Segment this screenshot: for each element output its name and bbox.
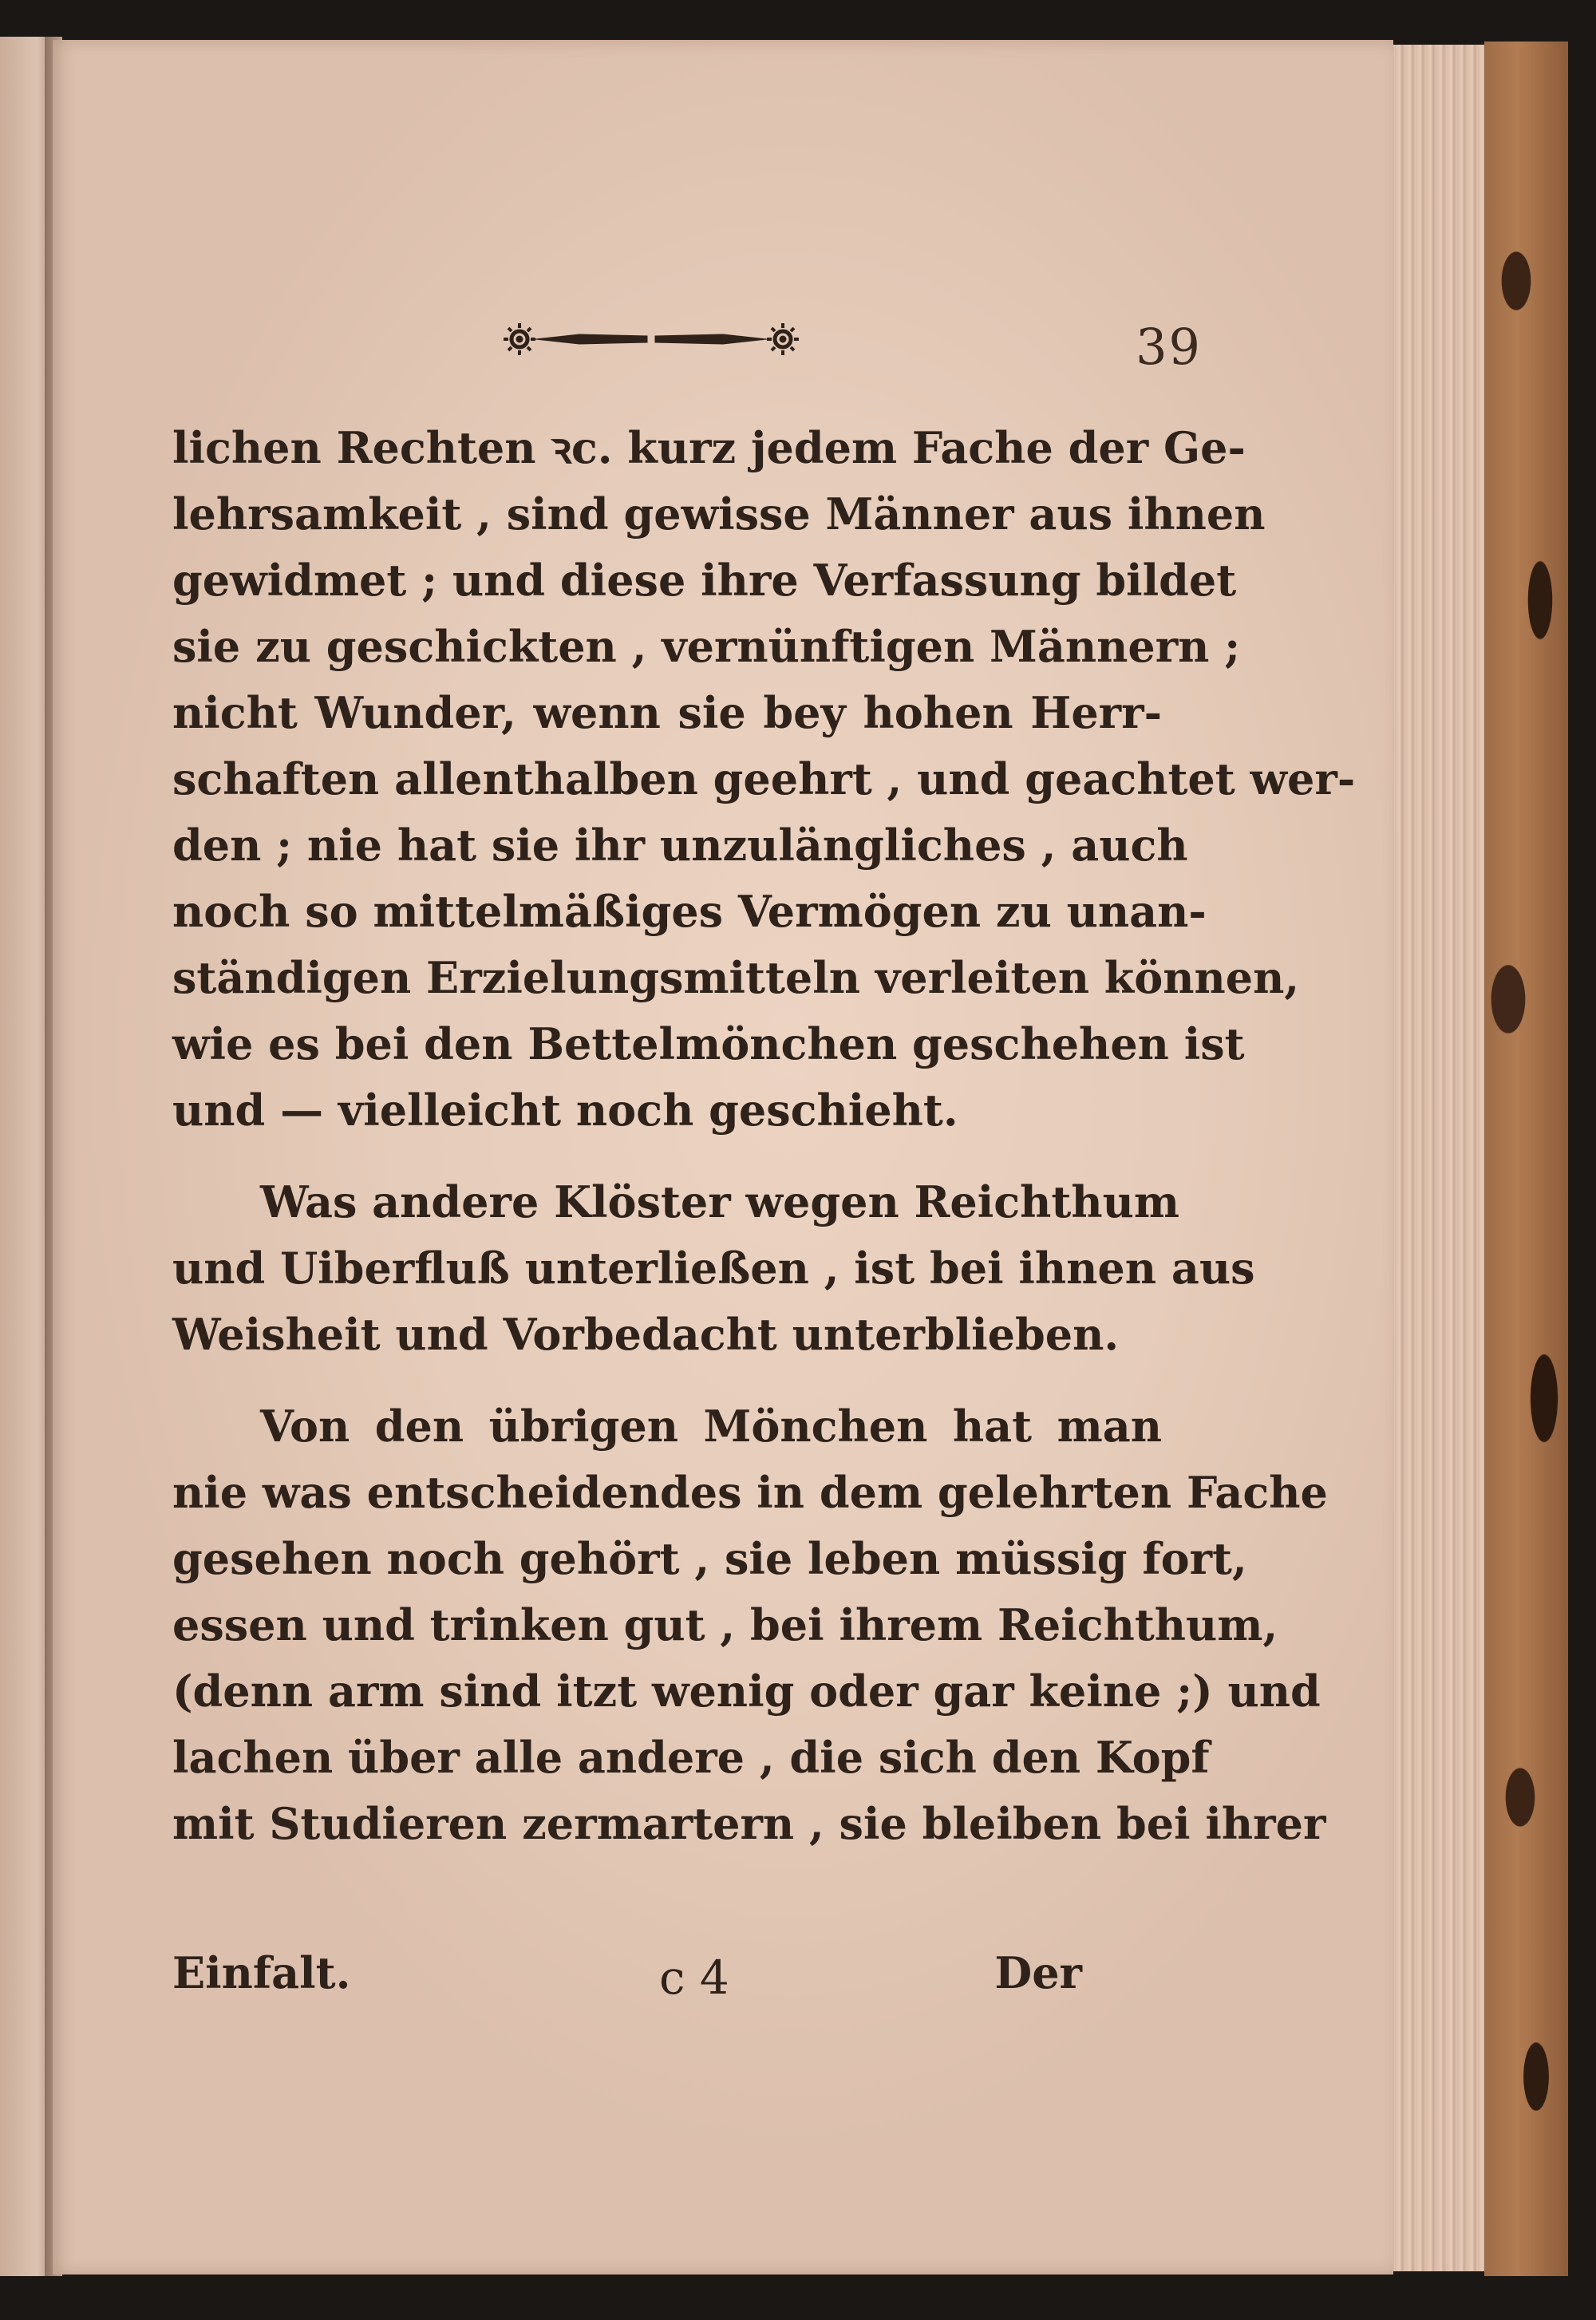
page-header bbox=[53, 311, 1393, 375]
text-line: lichen Rechten ꝛc. kurz jedem Fache der Ge- bbox=[172, 422, 1246, 473]
text-line: gesehen noch gehört , sie leben müssig fort, bbox=[172, 1533, 1247, 1584]
text-line: und — vielleicht noch geschieht. bbox=[172, 1085, 958, 1136]
text-line: nie was entscheidendes in dem gelehrten Fache bbox=[172, 1467, 1328, 1518]
paragraph-gap bbox=[172, 1368, 1162, 1393]
book-page bbox=[53, 40, 1393, 2275]
page-footer bbox=[172, 1947, 1162, 2019]
text-line: lachen über alle andere , die sich den Kopf bbox=[172, 1732, 1210, 1783]
text-line: sie zu geschickten , vernünftigen Männern ; bbox=[172, 621, 1241, 672]
text-line: mit Studieren zermartern , sie bleiben bei ihrer bbox=[172, 1798, 1326, 1849]
text-line: Was andere Klöster wegen Reichthum bbox=[260, 1176, 1180, 1227]
text-line: und Uiberfluß unterließen , ist bei ihnen aus bbox=[172, 1243, 1255, 1294]
text-line: schaften allenthalben geehrt , und geachtet wer- bbox=[172, 753, 1356, 804]
body-text bbox=[172, 415, 1356, 1857]
paragraph bbox=[172, 415, 1356, 1144]
text-line: nicht Wunder, wenn sie bey hohen Herr- bbox=[172, 687, 1162, 738]
text-line: noch so mittelmäßiges Vermögen zu unan- bbox=[172, 886, 1207, 937]
paragraph bbox=[172, 1393, 1328, 1857]
text-line: essen und trinken gut , bei ihrem Reichthum, bbox=[172, 1599, 1278, 1650]
paragraph-gap bbox=[172, 1144, 1162, 1169]
text-line: gewidmet ; und diese ihre Verfassung bildet bbox=[172, 555, 1237, 606]
page-edges bbox=[1385, 45, 1488, 2271]
text-line: (denn arm sind itzt wenig oder gar keine ;) und bbox=[172, 1666, 1321, 1717]
text-line: den ; nie hat sie ihr unzulängliches , auch bbox=[172, 820, 1188, 871]
page-number: 39 bbox=[1136, 318, 1202, 376]
text-line: Weisheit und Vorbedacht unterblieben. bbox=[172, 1309, 1120, 1360]
catchword: Der bbox=[994, 1947, 1082, 1998]
text-line: ständigen Erzielungsmitteln verleiten können, bbox=[172, 952, 1300, 1003]
text-line: wie es bei den Bettelmönchen geschehen ist bbox=[172, 1018, 1245, 1069]
text-line: lehrsamkeit , sind gewisse Männer aus ihnen bbox=[172, 488, 1266, 539]
last-line-word: Einfalt. bbox=[172, 1947, 351, 1998]
dinkus-ornament-icon bbox=[500, 319, 803, 359]
text-line: Von den übrigen Mönchen hat man bbox=[260, 1401, 1162, 1452]
signature-mark: c 4 bbox=[659, 1950, 729, 2005]
marbled-cover bbox=[1484, 41, 1568, 2276]
paragraph bbox=[172, 1169, 1255, 1368]
